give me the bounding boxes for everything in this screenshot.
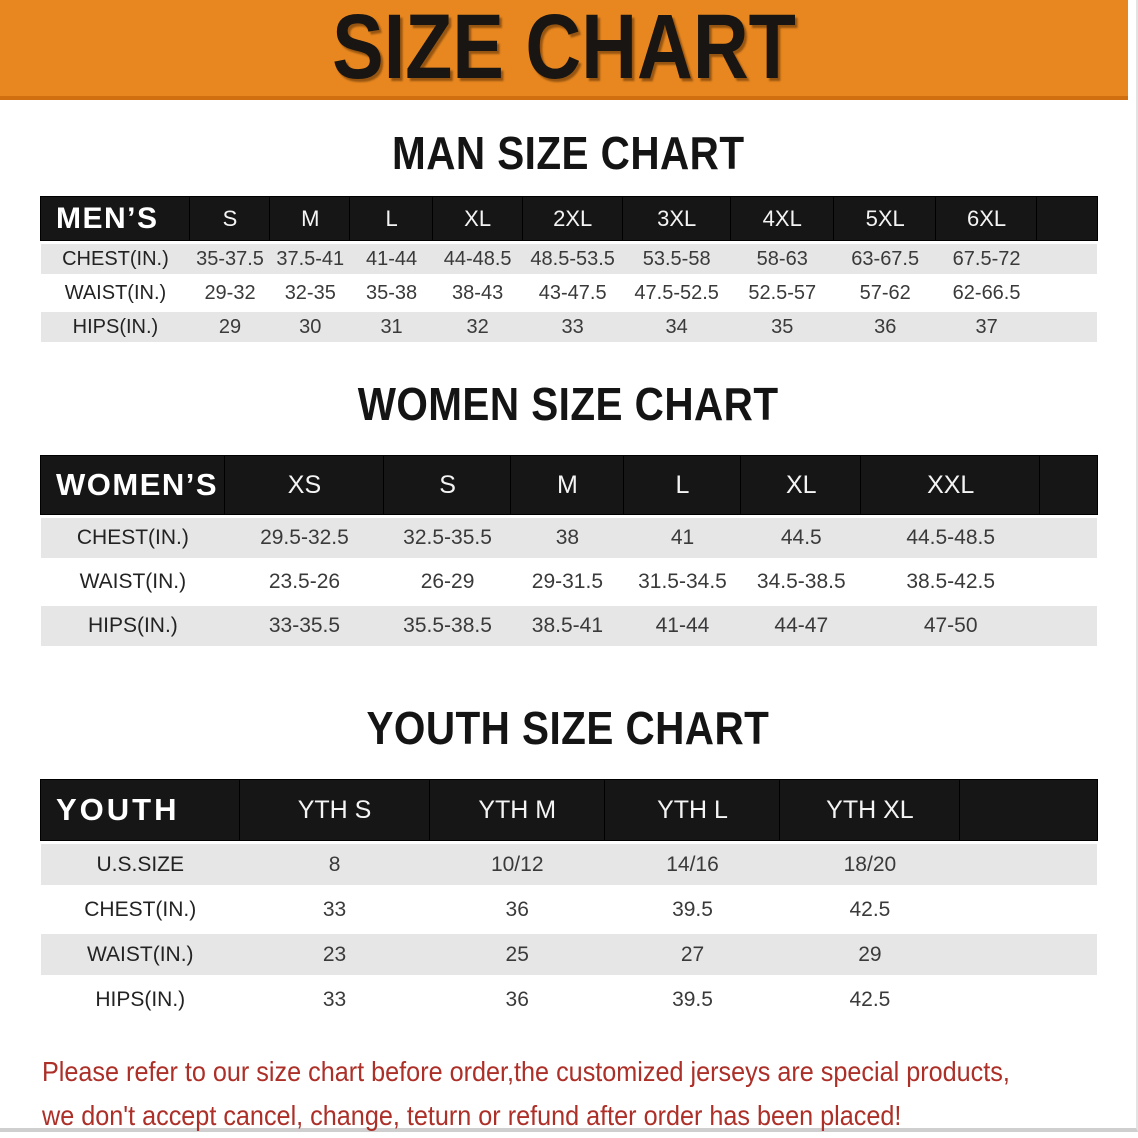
measurement-row bbox=[41, 244, 1097, 274]
row-label: CHEST(IN.) bbox=[41, 889, 240, 930]
size-value-cell: 35-38 bbox=[350, 278, 432, 308]
row-label: CHEST(IN.) bbox=[41, 518, 225, 558]
size-column-header: XL bbox=[741, 456, 861, 514]
size-value-cell: 32-35 bbox=[270, 278, 350, 308]
size-value-cell: 63-67.5 bbox=[834, 244, 936, 274]
size-value-cell: 39.5 bbox=[605, 889, 780, 930]
size-value-cell: 10/12 bbox=[430, 844, 605, 885]
size-column-header: M bbox=[511, 456, 624, 514]
row-label: HIPS(IN.) bbox=[41, 606, 225, 646]
size-value-cell: 39.5 bbox=[605, 979, 780, 1020]
measurement-row bbox=[41, 562, 1097, 602]
size-value-cell: 32 bbox=[433, 312, 523, 342]
size-column-header: S bbox=[384, 456, 511, 514]
size-value-cell: 42.5 bbox=[780, 979, 960, 1020]
row-label: HIPS(IN.) bbox=[41, 979, 240, 1020]
men-section-title bbox=[0, 127, 1136, 179]
size-value-cell: 14/16 bbox=[605, 844, 780, 885]
size-value-cell: 52.5-57 bbox=[731, 278, 834, 308]
size-column-header: S bbox=[190, 197, 270, 240]
size-value-cell: 8 bbox=[240, 844, 430, 885]
men-size-section bbox=[0, 127, 1136, 346]
row-label: WAIST(IN.) bbox=[41, 934, 240, 975]
row-label: HIPS(IN.) bbox=[41, 312, 190, 342]
size-value-cell: 41-44 bbox=[624, 606, 741, 646]
size-value-cell: 47-50 bbox=[861, 606, 1039, 646]
size-value-cell: 32.5-35.5 bbox=[384, 518, 511, 558]
measurement-row bbox=[41, 312, 1097, 342]
measurement-row bbox=[41, 934, 1097, 975]
size-column-header: L bbox=[624, 456, 741, 514]
measurement-row bbox=[41, 278, 1097, 308]
measurement-row bbox=[41, 844, 1097, 885]
size-value-cell: 33 bbox=[240, 889, 430, 930]
size-column-header: YTH XL bbox=[780, 780, 960, 840]
row-filler bbox=[960, 934, 1097, 975]
size-value-cell: 48.5-53.5 bbox=[523, 244, 623, 274]
banner bbox=[0, 0, 1128, 100]
size-value-cell: 53.5-58 bbox=[623, 244, 731, 274]
size-value-cell: 44-47 bbox=[741, 606, 861, 646]
size-value-cell: 38.5-41 bbox=[511, 606, 624, 646]
size-column-header: 4XL bbox=[731, 197, 834, 240]
row-filler bbox=[1037, 312, 1097, 342]
row-filler bbox=[1037, 278, 1097, 308]
size-value-cell: 29-32 bbox=[190, 278, 270, 308]
row-filler bbox=[1037, 244, 1097, 274]
row-filler bbox=[960, 979, 1097, 1020]
size-value-cell: 35 bbox=[731, 312, 834, 342]
size-value-cell: 38-43 bbox=[433, 278, 523, 308]
size-value-cell: 23 bbox=[240, 934, 430, 975]
size-value-cell: 26-29 bbox=[384, 562, 511, 602]
size-value-cell: 27 bbox=[605, 934, 780, 975]
size-value-cell: 62-66.5 bbox=[936, 278, 1036, 308]
size-value-cell: 36 bbox=[834, 312, 936, 342]
size-column-header: XS bbox=[225, 456, 384, 514]
size-column-header: YTH L bbox=[605, 780, 780, 840]
size-column-header: YTH M bbox=[430, 780, 605, 840]
size-column-header: L bbox=[350, 197, 432, 240]
size-value-cell: 67.5-72 bbox=[936, 244, 1036, 274]
size-column-header: XXL bbox=[861, 456, 1039, 514]
women-size-section bbox=[0, 378, 1136, 650]
size-value-cell: 30 bbox=[270, 312, 350, 342]
size-value-cell: 29 bbox=[780, 934, 960, 975]
size-value-cell: 33-35.5 bbox=[225, 606, 384, 646]
row-label: CHEST(IN.) bbox=[41, 244, 190, 274]
size-column-header: M bbox=[270, 197, 350, 240]
women-size-table bbox=[41, 452, 1097, 650]
disclaimer-line-1: Please refer to our size chart before order,the customized jerseys are special products, bbox=[42, 1056, 1010, 1087]
men-size-table bbox=[41, 193, 1097, 346]
row-label: WAIST(IN.) bbox=[41, 278, 190, 308]
measurement-row bbox=[41, 518, 1097, 558]
size-column-header: 2XL bbox=[523, 197, 623, 240]
size-value-cell: 33 bbox=[523, 312, 623, 342]
size-value-cell: 18/20 bbox=[780, 844, 960, 885]
header-filler bbox=[1040, 456, 1097, 514]
disclaimer bbox=[42, 1050, 1136, 1138]
size-value-cell: 41-44 bbox=[350, 244, 432, 274]
row-filler bbox=[1040, 606, 1097, 646]
size-value-cell: 38.5-42.5 bbox=[861, 562, 1039, 602]
size-value-cell: 31 bbox=[350, 312, 432, 342]
measurement-row bbox=[41, 889, 1097, 930]
size-value-cell: 43-47.5 bbox=[523, 278, 623, 308]
size-value-cell: 38 bbox=[511, 518, 624, 558]
size-value-cell: 41 bbox=[624, 518, 741, 558]
size-value-cell: 37.5-41 bbox=[270, 244, 350, 274]
row-filler bbox=[960, 889, 1097, 930]
men-header-row bbox=[41, 197, 1097, 240]
size-value-cell: 31.5-34.5 bbox=[624, 562, 741, 602]
women-section-title-text: WOMEN SIZE CHART bbox=[357, 378, 779, 430]
measurement-row bbox=[41, 979, 1097, 1020]
men-section-title-text: MAN SIZE CHART bbox=[391, 127, 745, 179]
table-corner-label: WOMEN’S bbox=[41, 456, 225, 514]
youth-section-title bbox=[0, 702, 1136, 754]
size-value-cell: 29.5-32.5 bbox=[225, 518, 384, 558]
size-value-cell: 47.5-52.5 bbox=[623, 278, 731, 308]
size-value-cell: 44.5 bbox=[741, 518, 861, 558]
row-label: U.S.SIZE bbox=[41, 844, 240, 885]
row-filler bbox=[960, 844, 1097, 885]
size-value-cell: 36 bbox=[430, 979, 605, 1020]
size-value-cell: 25 bbox=[430, 934, 605, 975]
size-value-cell: 35.5-38.5 bbox=[384, 606, 511, 646]
size-value-cell: 44.5-48.5 bbox=[861, 518, 1039, 558]
disclaimer-line-2: we don't accept cancel, change, teturn or refund after order has been placed! bbox=[42, 1100, 902, 1131]
measurement-row bbox=[41, 606, 1097, 646]
youth-header-row bbox=[41, 780, 1097, 840]
size-value-cell: 35-37.5 bbox=[190, 244, 270, 274]
size-value-cell: 29-31.5 bbox=[511, 562, 624, 602]
size-value-cell: 36 bbox=[430, 889, 605, 930]
header-filler bbox=[1037, 197, 1097, 240]
youth-section-title-text: YOUTH SIZE CHART bbox=[366, 702, 770, 754]
row-filler bbox=[1040, 518, 1097, 558]
size-column-header: 5XL bbox=[834, 197, 936, 240]
size-value-cell: 42.5 bbox=[780, 889, 960, 930]
size-column-header: XL bbox=[433, 197, 523, 240]
women-header-row bbox=[41, 456, 1097, 514]
size-value-cell: 23.5-26 bbox=[225, 562, 384, 602]
header-filler bbox=[960, 780, 1097, 840]
size-value-cell: 44-48.5 bbox=[433, 244, 523, 274]
size-value-cell: 29 bbox=[190, 312, 270, 342]
page-title: SIZE CHART bbox=[332, 0, 796, 98]
size-value-cell: 34 bbox=[623, 312, 731, 342]
size-column-header: 6XL bbox=[936, 197, 1036, 240]
size-value-cell: 37 bbox=[936, 312, 1036, 342]
size-column-header: YTH S bbox=[240, 780, 430, 840]
row-label: WAIST(IN.) bbox=[41, 562, 225, 602]
row-filler bbox=[1040, 562, 1097, 602]
size-value-cell: 57-62 bbox=[834, 278, 936, 308]
size-value-cell: 33 bbox=[240, 979, 430, 1020]
size-value-cell: 58-63 bbox=[731, 244, 834, 274]
size-value-cell: 34.5-38.5 bbox=[741, 562, 861, 602]
youth-size-table bbox=[41, 776, 1097, 1024]
women-section-title bbox=[0, 378, 1136, 430]
table-corner-label: YOUTH bbox=[41, 780, 240, 840]
youth-size-section bbox=[0, 702, 1136, 1024]
size-column-header: 3XL bbox=[623, 197, 731, 240]
table-corner-label: MEN’S bbox=[41, 197, 190, 240]
